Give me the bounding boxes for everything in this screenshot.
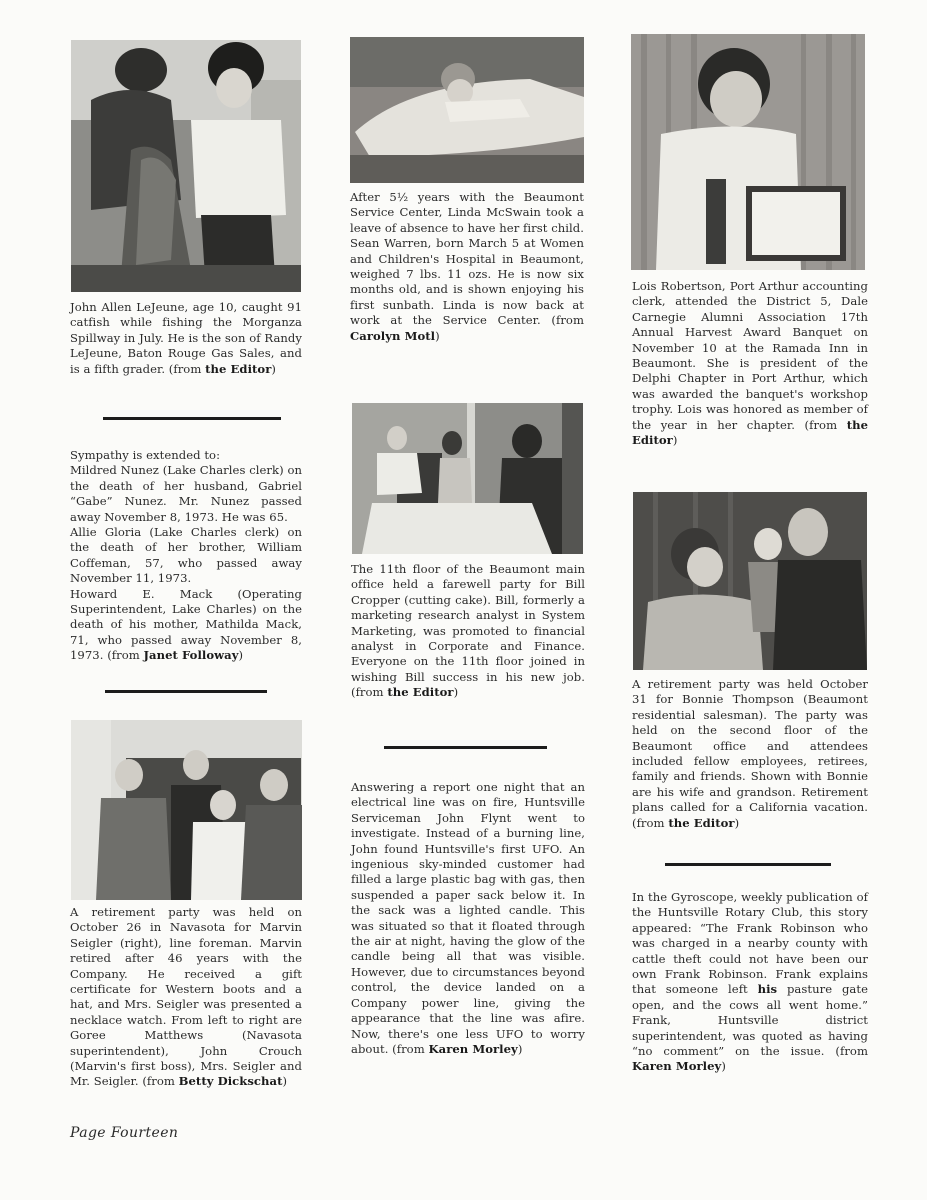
credit-suffix: )	[271, 361, 276, 376]
credit-suffix: )	[282, 1074, 288, 1089]
article-ufo	[351, 780, 585, 1057]
photo-cropper-image	[352, 403, 583, 554]
caption-thompson-text: A retirement party was held October 31 for Bonnie Thompson (Beaumont residential salesman). The party was held on the second floor of the Beaumont office and attendees included fellow employees, retirees, family and friends. Shown with Bonnie are his wife and grandson. Retirement plans called for a California vacation.	[632, 677, 868, 815]
credit-prefix: (from	[804, 417, 847, 432]
caption-robertson-text: Lois Robertson, Port Arthur accounting clerk, attended the District 5, Dale Carnegie Alumni Association 17th Annual Harvest Award Banquet on November 10 at the Ramada Inn in Beaumont. She is president of the Delphi Chapter in Port Arthur, which was awarded the banquet's workshop trophy. Lois was honored as member of the year in her chapter.	[632, 279, 868, 432]
caption-seigler-text: A retirement party was held on October 26 in Navasota for Marvin Seigler (right), line foreman. Marvin retired after 46 years with the Company. He received a gift certificate for Western boots and a hat, and Mrs. Seigler was presented a necklace watch. From left to right are Goree Matthews (Navasota superintendent), John Crouch (Marvin's first boss), Mrs. Seigler and Mr. Seigler.	[70, 905, 302, 1089]
photo-thompson-image	[633, 492, 867, 670]
credit-seigler: Betty Dickschat	[178, 1074, 283, 1089]
credit-prefix: (from	[168, 361, 206, 376]
credit-mcswain: Carolyn Motl	[350, 328, 436, 343]
credit-suffix: )	[672, 433, 678, 448]
credit-suffix: )	[734, 815, 740, 830]
caption-seigler	[70, 905, 302, 1090]
divider-rule	[105, 690, 267, 693]
photo-robertson-image	[631, 34, 865, 270]
article-gyroscope-text-before: In the Gyroscope, weekly publication of the Huntsville Rotary Club, this story appeared: “The Frank Robinson who was charged in a nearby county with cattle theft could not have been our own Frank Robinson. Frank explains that someone left	[632, 890, 868, 997]
credit-suffix: )	[435, 328, 440, 343]
article-gyroscope-text-after: pasture gate open, and the cows all went home.” Frank, Huntsville district superintendent, was quoted as having “no comment” on the issue.	[632, 982, 869, 1059]
credit-suffix: )	[721, 1059, 726, 1074]
credit-prefix: (from	[632, 815, 669, 830]
photo-robertson-trophy	[631, 34, 865, 270]
credit-prefix: (from	[142, 1074, 179, 1089]
credit-suffix: )	[238, 648, 244, 663]
caption-cropper	[351, 562, 585, 701]
photo-thompson-retirement	[633, 492, 867, 670]
sympathy-entry-nunez: Mildred Nunez (Lake Charles clerk) on the death of her husband, Gabriel “Gabe” Nunez. Mr. Nunez passed away November 8, 1973. He was 65.	[70, 463, 302, 524]
page-number-folio: Page Fourteen	[70, 1125, 179, 1141]
photo-lejeune-image	[71, 40, 301, 292]
credit-ufo: Karen Morley	[428, 1041, 518, 1056]
sympathy-entry-gloria: Allie Gloria (Lake Charles clerk) on the death of her brother, William Coffeman, 57, who passed away November 11, 1973.	[70, 525, 302, 586]
photo-seigler-retirement	[71, 720, 302, 900]
credit-cropper: the Editor	[387, 685, 454, 700]
credit-prefix: (from	[351, 685, 388, 700]
credit-suffix: )	[517, 1041, 523, 1056]
caption-cropper-text: The 11th floor of the Beaumont main office held a farewell party for Bill Cropper (cutting cake). Bill, formerly a marketing research analyst in System Marketing, was promoted to financial analyst in Corporate and Finance. Everyone on the 11th floor joined in wishing Bill success in his new job.	[351, 562, 585, 684]
sympathy-notice	[70, 448, 302, 664]
photo-lejeune-catfish	[71, 40, 301, 292]
credit-suffix: )	[453, 685, 459, 700]
divider-rule	[665, 863, 831, 866]
photo-mcswain-baby	[350, 37, 584, 183]
article-gyroscope-emphasis: his	[757, 982, 778, 997]
caption-mcswain	[350, 190, 584, 344]
photo-cropper-farewell	[352, 403, 583, 554]
credit-robertson: the Editor	[632, 417, 868, 448]
credit-gyroscope: Karen Morley	[632, 1059, 722, 1074]
photo-seigler-image	[71, 720, 302, 900]
credit-lejeune: the Editor	[205, 361, 272, 376]
caption-thompson	[632, 677, 868, 831]
credit-prefix: (from	[107, 648, 144, 663]
caption-lejeune-text: John Allen LeJeune, age 10, caught 91 catfish while fishing the Morganza Spillway in July. He is the son of Randy LeJeune, Baton Rouge Gas Sales, and is a fifth grader.	[70, 300, 302, 376]
credit-thompson: the Editor	[668, 815, 735, 830]
article-ufo-text: Answering a report one night that an electrical line was on fire, Huntsville Serviceman John Flynt went to investigate. Instead of a burning line, John found Huntsville's first UFO. An ingenious sky-minded customer had filled a large plastic bag with gas, then suspended a paper sack below it. In the sack was a lighted candle. This was situated so that it floated through the air at night, having the glow of the candle being all that was visible. However, due to circumstances beyond control, the device landed on a Company power line, giving the appearance that the line was afire. Now, there's one less UFO to worry about.	[351, 780, 585, 1056]
divider-rule	[384, 746, 547, 749]
sympathy-heading: Sympathy is extended to:	[70, 448, 221, 462]
credit-prefix: (from	[392, 1041, 429, 1056]
credit-prefix: (from	[835, 1044, 868, 1059]
sympathy-entry-mack: Howard E. Mack (Operating Superintendent, Lake Charles) on the death of his mother, Mathilda Mack, 71, who passed away November 8, 1973.	[70, 586, 302, 663]
credit-sympathy: Janet Followay	[143, 648, 239, 663]
credit-prefix: (from	[551, 313, 584, 328]
photo-mcswain-image	[350, 37, 584, 183]
caption-lejeune	[70, 300, 302, 377]
caption-mcswain-text: After 5½ years with the Beaumont Service Center, Linda McSwain took a leave of absence to have her first child. Sean Warren, born March 5 at Women and Children's Hospital in Beaumont, weighed 7 lbs. 11 ozs. He is now six months old, and is shown enjoying his first sunbath. Linda is now back at work at the Service Center.	[350, 190, 584, 328]
caption-robertson	[632, 279, 868, 448]
divider-rule	[103, 417, 281, 420]
article-gyroscope	[632, 890, 868, 1075]
